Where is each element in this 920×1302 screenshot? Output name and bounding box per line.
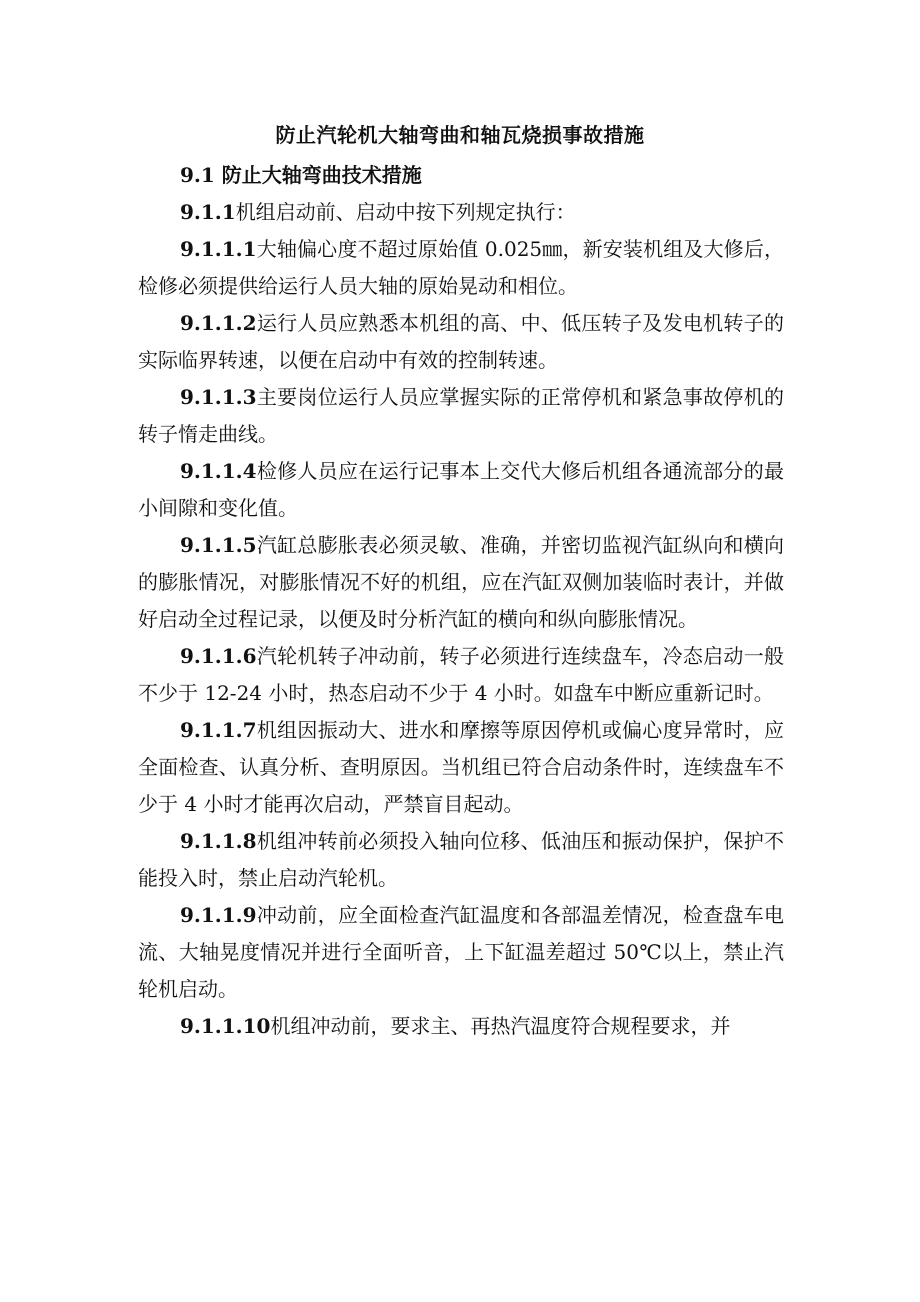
clause-number: 9.1.1.1 <box>180 237 257 261</box>
clause-text: 汽缸总膨胀表必须灵敏、准确，并密切监视汽缸纵向和横向的膨胀情况，对膨胀情况不好的机组，应在汽缸双侧加装临时表计，并做好启动全过程记录，以便及时分析汽缸的横向和纵向膨胀情况。 <box>138 533 784 631</box>
section-heading: 9.1 防止大轴弯曲技术措施 <box>180 163 422 187</box>
clause-paragraph <box>138 453 784 527</box>
clause-paragraph <box>138 231 784 305</box>
clause-text: 机组冲动前，要求主、再热汽温度符合规程要求，并 <box>270 1014 731 1038</box>
clause-paragraph <box>138 712 784 823</box>
clause-number: 9.1.1.7 <box>180 718 257 742</box>
clause-text: 主要岗位运行人员应掌握实际的正常停机和紧急事故停机的转子惰走曲线。 <box>138 385 784 446</box>
clause-text: 大轴偏心度不超过原始值 0.025㎜，新安装机组及大修后，检修必须提供给运行人员大轴的原始晃动和相位。 <box>138 237 784 298</box>
clause-text: 运行人员应熟悉本机组的高、中、低压转子及发电机转子的实际临界转速，以便在启动中有效的控制转速。 <box>138 311 784 372</box>
clause-text: 机组冲转前必须投入轴向位移、低油压和振动保护，保护不能投入时，禁止启动汽轮机。 <box>138 829 784 890</box>
clause-text: 冲动前，应全面检查汽缸温度和各部温差情况，检查盘车电流、大轴晃度情况并进行全面听音，上下缸温差超过 50℃以上，禁止汽轮机启动。 <box>138 903 784 1001</box>
clause-paragraph <box>138 527 784 638</box>
clause-number: 9.1.1.6 <box>180 644 257 668</box>
clause-number: 9.1.1.4 <box>180 459 257 483</box>
clause-text: 机组因振动大、进水和摩擦等原因停机或偏心度异常时，应全面检查、认真分析、查明原因。当机组已符合启动条件时，连续盘车不少于 4 小时才能再次启动，严禁盲目起动。 <box>138 718 784 816</box>
clause-number: 9.1.1.5 <box>180 533 257 557</box>
clause-number: 9.1.1.3 <box>180 385 257 409</box>
clause-number: 9.1.1.8 <box>180 829 257 853</box>
clause-paragraph <box>138 897 784 1008</box>
clause-text: 机组启动前、启动中按下列规定执行： <box>235 200 576 224</box>
clause-number: 9.1.1.10 <box>180 1014 271 1038</box>
clause-number: 9.1.1 <box>180 200 236 224</box>
clause-paragraph <box>138 823 784 897</box>
document-body <box>138 157 784 1045</box>
clause-paragraph <box>138 305 784 379</box>
clause-text: 检修人员应在运行记事本上交代大修后机组各通流部分的最小间隙和变化值。 <box>138 459 784 520</box>
clause-paragraph <box>138 1008 784 1045</box>
clause-number: 9.1.1.2 <box>180 311 257 335</box>
document-title: 防止汽轮机大轴弯曲和轴瓦烧损事故措施 <box>275 123 645 147</box>
clause-number: 9.1.1.9 <box>180 903 257 927</box>
clause-text: 汽轮机转子冲动前，转子必须进行连续盘车，冷态启动一般不少于 12-24 小时，热态启动不少于 4 小时。如盘车中断应重新记时。 <box>138 644 784 705</box>
subsection-paragraph <box>138 194 784 231</box>
clause-paragraph <box>138 638 784 712</box>
clause-paragraph <box>138 379 784 453</box>
